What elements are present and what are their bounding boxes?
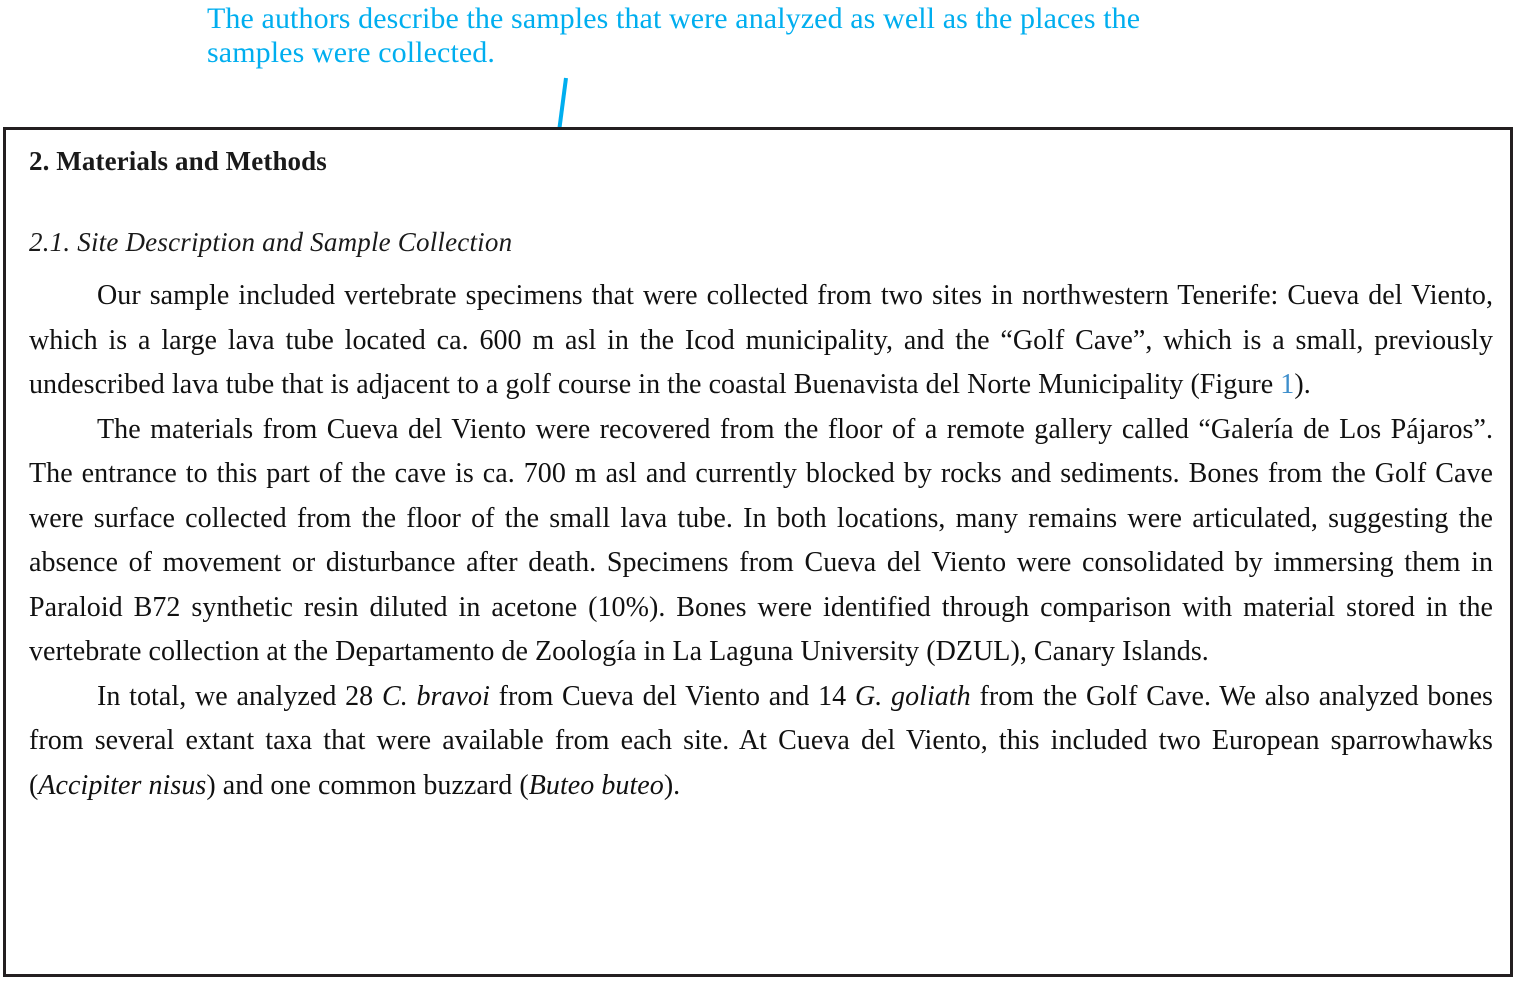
text-run: In total, we analyzed 28 <box>97 680 382 712</box>
subsection-heading: 2.1. Site Description and Sample Collection <box>29 227 513 257</box>
taxon-name: C. bravoi <box>381 680 490 712</box>
body-paragraph <box>29 408 1493 675</box>
section-heading: 2. Materials and Methods <box>29 146 327 176</box>
taxon-name: Accipiter nisus <box>38 769 207 801</box>
annotation-callout-text: The authors describe the samples that were analyzed as well as the places the samples were collected. <box>207 2 1148 69</box>
excerpt-content <box>29 144 1493 808</box>
text-run: ). <box>663 769 681 801</box>
text-run: ) and one common buzzard ( <box>206 769 529 801</box>
text-run: ). <box>1294 369 1311 400</box>
figure-reference-link[interactable]: 1 <box>1280 369 1295 400</box>
document-excerpt-box <box>3 127 1513 977</box>
text-run: from the Golf Cave. We also analyzed bones from several extant taxa that were available from each site. At Cueva del Viento, this included two European sparrowhawks ( <box>29 680 1493 801</box>
text-run: Our sample included vertebrate specimens that were collected from two sites in northwestern Tenerife: Cueva del Viento, which is a large lava tube located ca. 600 m asl in the Icod municipality, and the “Golf Cave”, which is a small, previously undescribed lava tube that is adjacent to a golf course in the coastal Buenavista del Norte Municipality (Figure <box>29 280 1493 400</box>
body-paragraph <box>29 274 1493 408</box>
taxon-name: G. goliath <box>854 680 971 712</box>
body-paragraph <box>29 675 1493 809</box>
text-run: The materials from Cueva del Viento were recovered from the floor of a remote gallery called “Galería de Los Pájaros”. The entrance to this part of the cave is ca. 700 m asl and currently blocked by rocks and sediments. Bones from the Golf Cave were surface collected from the floor of the small lava tube. In both locations, many remains were articulated, suggesting the absence of movement or disturbance after death. Specimens from Cueva del Viento were consolidated by immersing them in Paraloid B72 synthetic resin diluted in acetone (10%). Bones were identified through comparison with material stored in the vertebrate collection at the Departamento de Zoología in La Laguna University (DZUL), Canary Islands. <box>29 413 1493 667</box>
taxon-name: Buteo buteo <box>528 769 664 801</box>
text-run: from Cueva del Viento and 14 <box>489 680 855 712</box>
